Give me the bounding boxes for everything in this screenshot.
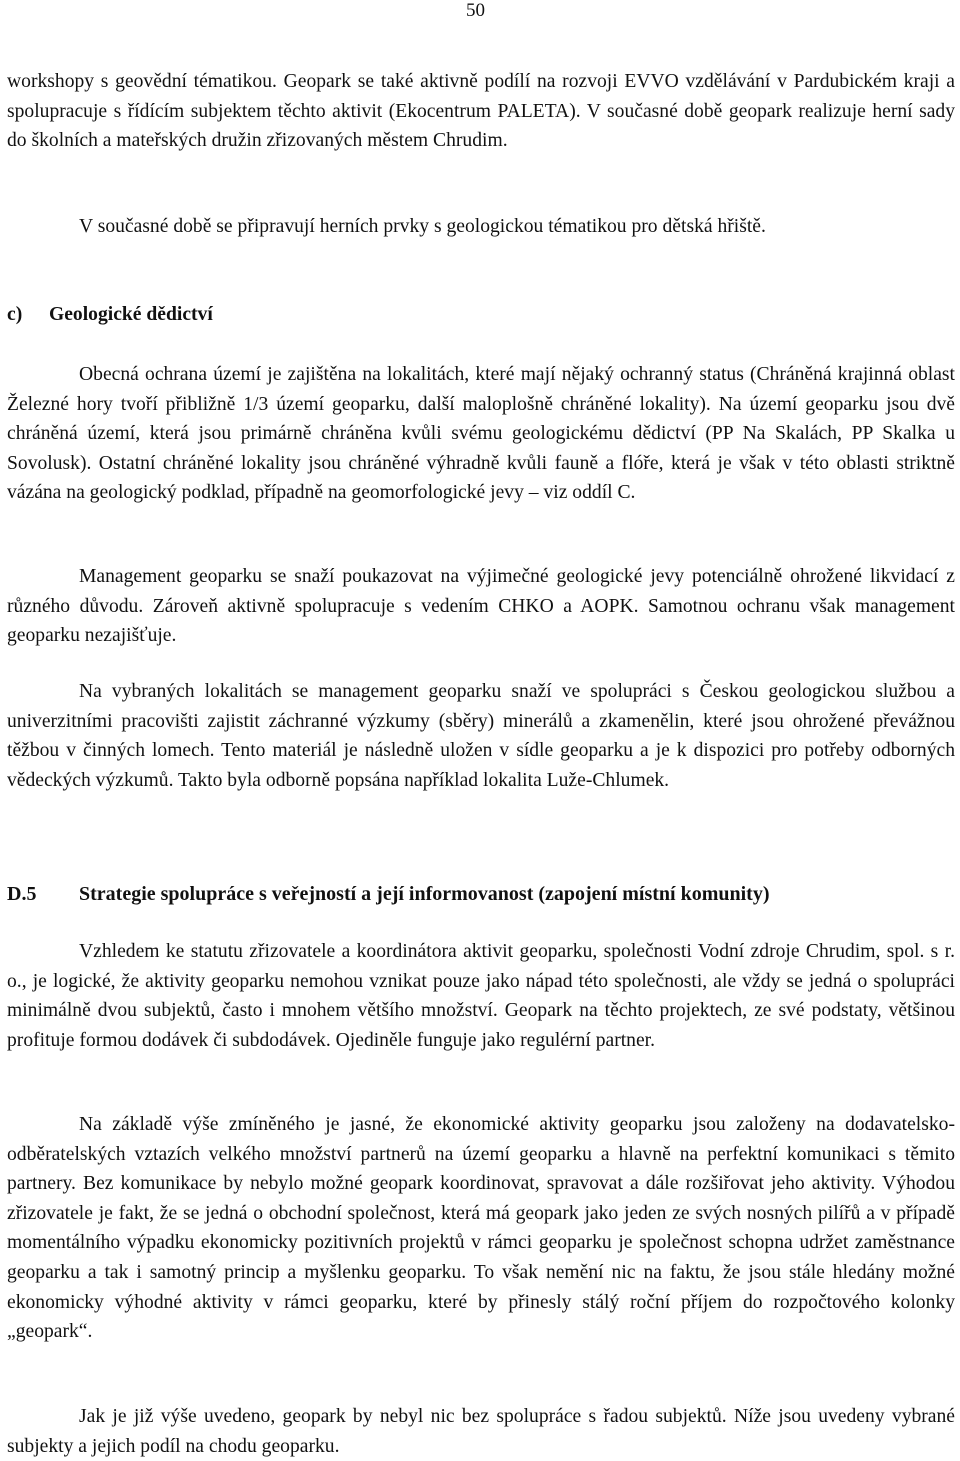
section-heading-geologicke-dedictvi bbox=[7, 302, 213, 328]
section-number: D.5 bbox=[7, 883, 37, 905]
paragraph-obecna-ochrana: Obecná ochrana území je zajištěna na lokalitách, které mají nějaký ochranný status (Chráněná krajinná oblast Železné hory tvoří přibližně 1/3 území geoparku, další maloplošně chráněné lokality). Na území geoparku jsou dvě chráněná území, která jsou primárně chráněna kvůli svému geologickému dědictví (PP Na Skalách, PP Skalka u Sovolusk). Ostatní chráněné lokality jsou chráněné výhradně kvůli fauně a flóře, která je však v této oblasti striktně vázána na geologický podklad, případně na geomorfologické jevy – viz oddíl C. bbox=[7, 364, 955, 504]
page-number: 50 bbox=[466, 0, 485, 21]
section-title: Strategie spolupráce s veřejností a její informovanost (zapojení místní komunity) bbox=[79, 883, 770, 905]
paragraph-jak-je-jiz: Jak je již výše uvedeno, geopark by nebyl nic bez spolupráce s řadou subjektů. Níže jsou uvedeny vybrané subjekty a jejich podíl na chodu geoparku. bbox=[7, 1406, 955, 1457]
paragraph-management: Management geoparku se snaží poukazovat na výjimečné geologické jevy potenciálně ohrožené likvidací z různého důvodu. Zároveň aktivně spolupracuje s vedením CHKO a AOPK. Samotnou ochranu však management geoparku nezajišťuje. bbox=[7, 566, 955, 647]
section-letter: c) bbox=[7, 304, 23, 325]
paragraph-vybrane-lokality: Na vybraných lokalitách se management geoparku snaží ve spolupráci s Českou geologickou službou a univerzitními pracovišti zajistit záchranné výzkumy (sběry) minerálů a zkamenělin, které jsou ohrožené převážnou těžbou v činných lomech. Tento materiál je následně uložen v sídle geoparku a je k dispozici pro potřeby odborných vědeckých výzkumů. Takto byla odborně popsána například lokalita Luže-Chlumek. bbox=[7, 681, 955, 791]
paragraph-vzhledem: Vzhledem ke statutu zřizovatele a koordinátora aktivit geoparku, společnosti Vodní zdroje Chrudim, spol. s r. o., je logické, že aktivity geoparku nemohou vznikat pouze jako nápad této společnosti, ale vždy se jedná o spolupráci minimálně dvou subjektů, často i mnohem většího množství. Geopark na těchto projektech, ze své podstaty, většinou profituje formou dodávek či subdodávek. Ojediněle funguje jako regulérní partner. bbox=[7, 941, 955, 1051]
section-title: Geologické dědictví bbox=[49, 304, 213, 325]
section-heading-d5 bbox=[7, 881, 770, 907]
paragraph-herni-prvky: V současné době se připravují herních prvky s geologickou tématikou pro dětská hřiště. bbox=[79, 216, 766, 237]
paragraph-na-zaklade: Na základě výše zmíněného je jasné, že ekonomické aktivity geoparku jsou založeny na dodavatelsko-odběratelských vztazích velkého množství partnerů na území geoparku a hlavně na perfektní komunikaci s těmito partnery. Bez komunikace by nebylo možné geopark koordinovat, spravovat a dále rozšiřovat jeho aktivity. Výhodou zřizovatele je fakt, že se jedná o obchodní společnost, která má geopark jako jeden ze svých nosných pilířů a v případě momentálního výpadku ekonomicky pozitivních projektů v rámci geoparku je společnost schopna udržet zaměstnance geoparku a tak i samotný princip a myšlenku geoparku. To však nemění nic na faktu, že jsou stále hledány možné ekonomicky výhodné aktivity v rámci geoparku, které by přinesly stálý roční příjem do rozpočtového kolonky „geopark“. bbox=[7, 1114, 955, 1343]
paragraph-workshopy: workshopy s geovědní tématikou. Geopark se také aktivně podílí na rozvoji EVVO vzdělávání v Pardubickém kraji a spolupracuje s řídícím subjektem těchto aktivit (Ekocentrum PALETA). V současné době geopark realizuje herní sady do školních a mateřských družin zřizovaných městem Chrudim. bbox=[7, 71, 955, 152]
